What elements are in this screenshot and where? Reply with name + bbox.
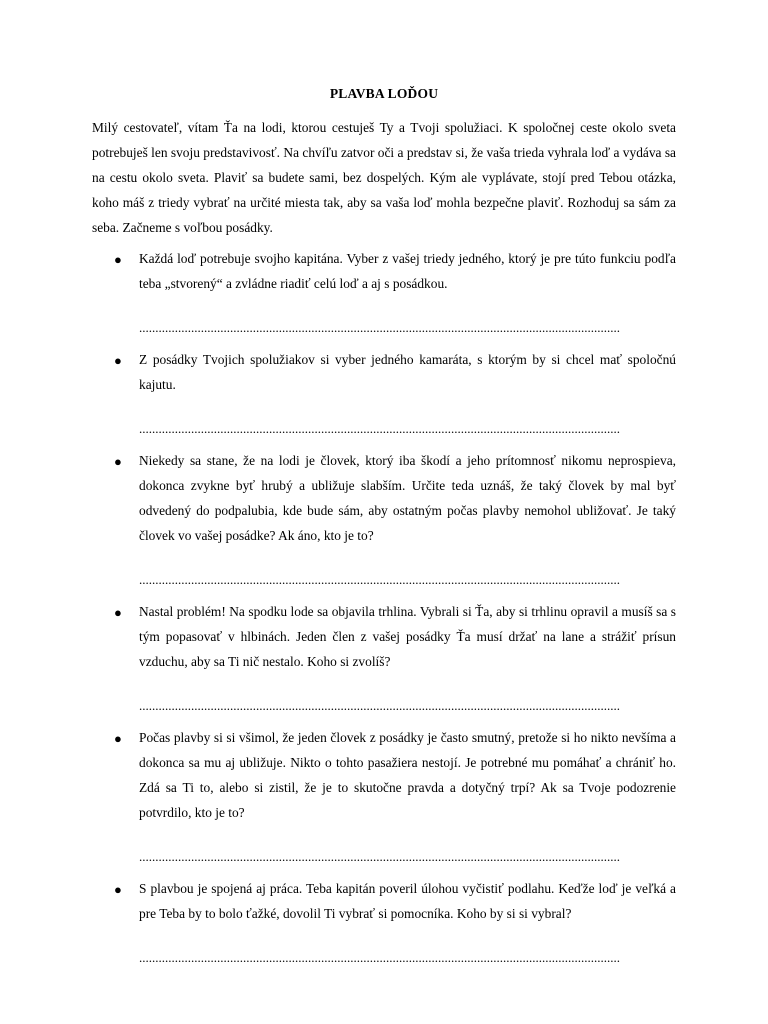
question-text: Každá loď potrebuje svojho kapitána. Vyber z vašej triedy jedného, ktorý je pre túto funkciu podľa teba „stvorený“ a zvládne riadiť celú loď a aj s posádkou. (139, 251, 676, 291)
question-item (92, 246, 676, 340)
answer-line: .................................................................................................................................................... (139, 320, 620, 335)
bullet-icon: ● (114, 454, 122, 469)
question-text: Počas plavby si si všimol, že jeden človek z posádky je často smutný, pretože si ho nikto nevšíma a dokonca sa mu aj ubližuje. Nikto o tohto pasažiera nestojí. Je potrebné mu pomáhať a chrániť ho. Zdá sa Ti to, alebo si zistil, že je to skutočne pravda a dotyčný trpí? Ak sa Tvoje podozrenie potvrdilo, kto je to? (139, 730, 676, 820)
question-item (92, 448, 676, 592)
bullet-icon: ● (114, 252, 122, 267)
answer-line: .................................................................................................................................................... (139, 950, 620, 965)
answer-line: .................................................................................................................................................... (139, 572, 620, 587)
answer-line: .................................................................................................................................................... (139, 421, 620, 436)
answer-line: .................................................................................................................................................... (139, 849, 620, 864)
question-item (92, 347, 676, 441)
bullet-icon: ● (114, 882, 122, 897)
question-item (92, 725, 676, 869)
answer-line: .................................................................................................................................................... (139, 698, 620, 713)
question-list (92, 246, 676, 970)
document-title: PLAVBA LOĎOU (329, 86, 439, 101)
bullet-icon: ● (114, 353, 122, 368)
question-text: Nastal problém! Na spodku lode sa objavila trhlina. Vybrali si Ťa, aby si trhlinu opravil a musíš sa s tým popasovať v hlbinách. Jeden člen z vašej posádky Ťa musí držať na lane a strážiť prísun vzduchu, aby sa Ti nič nestalo. Koho si zvolíš? (139, 604, 676, 669)
bullet-icon: ● (114, 731, 122, 746)
question-item (92, 599, 676, 718)
bullet-icon: ● (114, 605, 122, 620)
question-text: Niekedy sa stane, že na lodi je človek, ktorý iba škodí a jeho prítomnosť nikomu neprospieva, dokonca zvykne byť hrubý a ubližuje slabším. Určite teda uznáš, že taký človek by mal byť odvedený do podpalubia, kde bude sám, aby ostatným počas plavby nemohol ubližovať. Je taký človek vo vašej posádke? Ak áno, kto je to? (139, 453, 676, 543)
intro-paragraph: Milý cestovateľ, vítam Ťa na lodi, ktorou cestuješ Ty a Tvoji spolužiaci. K spoločnej ceste okolo sveta potrebuješ len svoju predstavivosť. Na chvíľu zatvor oči a predstav si, že vaša trieda vyhrala loď a vydáva sa na cestu okolo sveta. Plaviť sa budete sami, bez dospelých. Kým ale vyplávate, stojí pred Tebou otázka, koho máš z triedy vybrať na určité miesta tak, aby sa vaša loď mohla bezpečne plaviť. Rozhoduj sa sám za seba. Začneme s voľbou posádky. (92, 120, 676, 235)
question-text: Z posádky Tvojich spolužiakov si vyber jedného kamaráta, s ktorým by si chcel mať spoločnú kajutu. (139, 352, 676, 392)
question-text: S plavbou je spojená aj práca. Teba kapitán poveril úlohou vyčistiť podlahu. Keďže loď je veľká a pre Teba by to bolo ťažké, dovolil Ti vybrať si pomocníka. Koho by si si vybral? (139, 881, 676, 921)
question-item (92, 876, 676, 970)
